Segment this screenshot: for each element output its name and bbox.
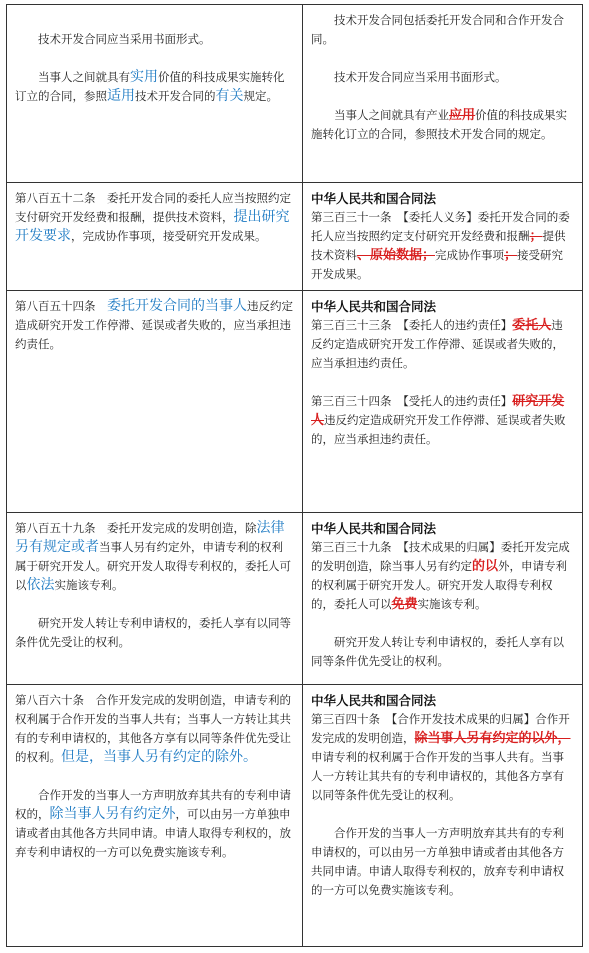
deleted-text: 委托人 bbox=[512, 318, 552, 333]
deleted-text: 应用 bbox=[449, 108, 476, 123]
text: 技术开发合同的 bbox=[135, 89, 216, 103]
text: 价值的科技成果实施转化订立的合同，参照技术开发合同的规定。 bbox=[311, 108, 568, 141]
table-row bbox=[7, 291, 583, 513]
text: 完成协作事项 bbox=[435, 248, 505, 262]
paragraph bbox=[15, 297, 294, 354]
deleted-text: 免费 bbox=[391, 597, 418, 612]
paragraph bbox=[15, 189, 294, 246]
text: 第三百三十九条 【技术成果的归属】委托开发完成的发明创造，除当事人另有约定 bbox=[311, 540, 570, 573]
paragraph bbox=[311, 316, 574, 373]
deleted-text: ； bbox=[504, 248, 518, 263]
paragraph bbox=[311, 824, 574, 900]
left-cell bbox=[7, 183, 303, 291]
paragraph bbox=[311, 11, 574, 49]
text: 合作开发的当事人一方声明放弃其共有的专利申请权的， bbox=[15, 788, 291, 821]
paragraph bbox=[311, 538, 574, 614]
paragraph bbox=[311, 392, 574, 449]
paragraph bbox=[15, 30, 294, 49]
text: 技术开发合同包括委托开发合同和合作开发合同。 bbox=[311, 13, 564, 46]
table-row bbox=[7, 513, 583, 685]
table-row bbox=[7, 685, 583, 947]
paragraph bbox=[15, 614, 294, 652]
law-heading: 中华人民共和国合同法 bbox=[311, 191, 437, 206]
text: 实施该专利。 bbox=[417, 597, 487, 611]
text: 违反约定造成研究开发工作停滞、延误或者失败的，应当承担违约责任。 bbox=[311, 318, 564, 370]
law-heading: 中华人民共和国合同法 bbox=[311, 693, 437, 708]
table-row bbox=[7, 5, 583, 183]
left-cell bbox=[7, 5, 303, 183]
text: 当事人之间就具有产业 bbox=[334, 108, 449, 122]
text: 价值的科技成果实施转化订立的合同，参照 bbox=[15, 70, 285, 103]
text: 第八百六十条 合作开发完成的发明创造，申请专利的权利属于合作开发的当事人共有；当事人一方转让其共有的专利申请权的，其他各方享有以同等条件优先受让的权利。 bbox=[15, 693, 291, 764]
law-heading: 中华人民共和国合同法 bbox=[311, 299, 437, 314]
left-cell bbox=[7, 685, 303, 947]
right-cell bbox=[303, 5, 583, 183]
text: 当事人之间就具有 bbox=[38, 70, 130, 84]
text: ，完成协作事项，接受研究开发成果。 bbox=[71, 229, 267, 243]
highlight-blue: 提出研究开发要求 bbox=[15, 209, 290, 244]
text: 违反约定造成研究开发工作停滞、延误或者失败的，应当承担违约责任。 bbox=[311, 413, 566, 446]
highlight-blue: 但是，当事人另有约定的除外。 bbox=[61, 749, 257, 765]
highlight-blue: 除当事人另有约定外 bbox=[49, 806, 176, 822]
text: 技术开发合同应当采用书面形式。 bbox=[38, 32, 211, 46]
deleted-text: 研究开发人 bbox=[311, 394, 565, 428]
highlight-blue: 适用 bbox=[107, 88, 135, 104]
paragraph bbox=[311, 710, 574, 805]
paragraph bbox=[311, 68, 574, 87]
text: 实施该专利。 bbox=[54, 578, 124, 592]
text: 申请专利的权利属于合作开发的当事人共有。当事人一方转让其共有的专利申请权的，其他各方享有以同等条件优先受让的权利。 bbox=[311, 750, 564, 802]
highlight-blue: 委托开发合同的当事人 bbox=[107, 298, 247, 314]
highlight-blue: 有关 bbox=[215, 88, 244, 104]
deleted-text: 、原始数据； bbox=[357, 248, 436, 263]
law-heading: 中华人民共和国合同法 bbox=[311, 521, 437, 536]
comparison-table bbox=[6, 4, 583, 947]
text: 研究开发人转让专利申请权的，委托人享有以同等条件优先受让的权利。 bbox=[311, 635, 564, 668]
text: 当事人另有约定外，申请专利的权利属于研究开发人。研究开发人取得专利权的，委托人可以 bbox=[15, 540, 291, 592]
text: 规定。 bbox=[243, 89, 278, 103]
text: 第三百四十条 【合作开发技术成果的归属】合作开发完成的发明创造， bbox=[311, 712, 570, 745]
text: 第八百五十二条 委托开发合同的委托人应当按照约定支付研究开发经费和报酬，提供技术资料， bbox=[15, 191, 291, 224]
paragraph bbox=[311, 633, 574, 671]
highlight-blue: 实用 bbox=[130, 69, 158, 85]
highlight-blue: 法律另有规定或者 bbox=[15, 520, 285, 555]
highlight-blue: 依法 bbox=[26, 577, 55, 593]
right-cell bbox=[303, 513, 583, 685]
paragraph bbox=[311, 208, 574, 284]
deleted-text: ； bbox=[529, 229, 543, 244]
text: 外，申请专利的权利属于研究开发人。研究开发人取得专利权的，委托人可以 bbox=[311, 559, 568, 611]
added-text: 的以 bbox=[472, 559, 499, 574]
left-cell bbox=[7, 291, 303, 513]
text: 违反约定造成研究开发工作停滞、延误或者失败的，应当承担违约责任。 bbox=[15, 299, 293, 351]
text: 技术开发合同应当采用书面形式。 bbox=[334, 70, 507, 84]
text: 合作开发的当事人一方声明放弃其共有的专利申请权的，可以由另一方单独申请或者由其他各方共同申请。申请人取得专利权的，放弃专利申请权的一方可以免费实施该专利。 bbox=[311, 826, 564, 897]
text: ，可以由另一方单独申请或者由其他各方共同申请。申请人取得专利权的，放弃专利申请权的一方可以免费实施该专利。 bbox=[15, 807, 291, 859]
right-cell bbox=[303, 183, 583, 291]
text: 提供技术资料 bbox=[311, 229, 566, 262]
paragraph bbox=[15, 786, 294, 862]
text: 第三百三十一条 【委托人义务】委托开发合同的委托人应当按照约定支付研究开发经费和报酬 bbox=[311, 210, 570, 243]
paragraph bbox=[15, 519, 294, 595]
paragraph bbox=[311, 106, 574, 144]
right-cell bbox=[303, 685, 583, 947]
text: 第三百三十四条 【受托人的违约责任】 bbox=[311, 394, 513, 408]
text: 接受研究开发成果。 bbox=[311, 248, 564, 281]
text: 第八百五十四条 bbox=[15, 299, 107, 313]
left-cell bbox=[7, 513, 303, 685]
text: 第三百三十三条 【委托人的违约责任】 bbox=[311, 318, 513, 332]
paragraph bbox=[15, 691, 294, 767]
paragraph bbox=[15, 68, 294, 106]
text: 研究开发人转让专利申请权的，委托人享有以同等条件优先受让的权利。 bbox=[15, 616, 291, 649]
table-row bbox=[7, 183, 583, 291]
text: 第八百五十九条 委托开发完成的发明创造，除 bbox=[15, 521, 257, 535]
deleted-text: 除当事人另有约定的以外， bbox=[414, 731, 571, 746]
right-cell bbox=[303, 291, 583, 513]
